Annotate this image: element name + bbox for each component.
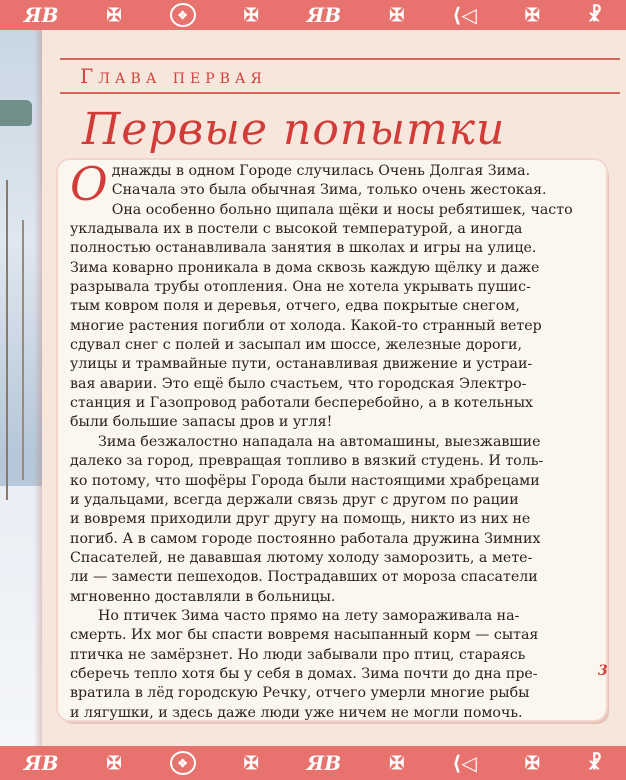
cross-icon: ✠ xyxy=(243,752,259,774)
text-line: ли — замести пешеходов. Пострадавших от мороза спасатели xyxy=(70,569,538,586)
text-line: тым ковром поля и деревья, отчего, едва покрытые снегом, xyxy=(70,298,520,315)
text-line: и лягушки, и здесь даже люди уже ничем не могли помочь. xyxy=(70,704,523,721)
chi-rho-icon: ☧ xyxy=(587,4,602,26)
cross-icon: ✠ xyxy=(106,4,122,26)
text-line: Зима безжалостно нападала на автомашины, выезжавшие xyxy=(98,433,541,450)
text-line: станция и Газопровод работали бесперебойно, а в котельных xyxy=(70,395,533,412)
monogram-ornament: ЯВ xyxy=(306,751,342,775)
text-line: улицы и трамвайные пути, останавливая движение и устраи- xyxy=(70,356,533,373)
text-line: сберечь тепло хотя бы у себя в домах. Зима почти до дна пре- xyxy=(70,665,538,682)
text-line: Спасателей, не дававшая лютому холоду заморозить, а мете- xyxy=(70,549,533,566)
monogram-ornament: ЯВ xyxy=(23,3,59,27)
ring-ornament-icon: ✥ xyxy=(170,3,196,27)
text-line: вратила в лёд городскую Речку, отчего умерли многие рыбы xyxy=(70,685,530,702)
text-line: днажды в одном Городе случилась Очень Долгая Зима. xyxy=(111,163,531,179)
text-line: Зима коварно проникала в дома сквозь каждую щёлку и даже xyxy=(70,259,540,276)
car-illustration xyxy=(0,100,32,126)
text-line: полностью останавливала занятия в школах и игры на улице. xyxy=(70,240,537,257)
text-line: и удальцами, всегда держали связь друг с другом по рации xyxy=(70,491,519,508)
text-line: ко потому, что шофёры Города были настоящими храбрецами xyxy=(70,472,540,489)
top-ornament-band xyxy=(0,0,626,30)
text-line: птичка не замёрзнет. Но люди забывали про птиц, стараясь xyxy=(70,646,526,663)
cross-icon: ✠ xyxy=(524,4,540,26)
text-line: Но птичек Зима часто прямо на лету замораживала на- xyxy=(98,607,520,624)
text-line: и вовремя приходили друг другу на помощь, никто из них не xyxy=(70,511,531,528)
chi-rho-icon: ☧ xyxy=(587,752,602,774)
drop-cap: О xyxy=(70,157,108,211)
bare-tree xyxy=(6,180,8,500)
text-line: Она особенно больно щипала щёки и носы ребятишек, часто xyxy=(111,201,573,218)
text-line: погиб. А в самом городе постоянно работала дружина Зимних xyxy=(70,530,541,547)
bare-tree xyxy=(22,220,24,480)
text-line: далеко за город, превращая топливо в вязкий студень. И толь- xyxy=(70,453,544,470)
text-line: Сначала это была обычная Зима, только очень жестокая. xyxy=(111,182,547,199)
cross-icon: ✠ xyxy=(524,752,540,774)
fish-icon: ⟨◁ xyxy=(452,3,477,27)
cross-icon: ✠ xyxy=(389,4,405,26)
fish-icon: ⟨◁ xyxy=(452,751,477,775)
cross-icon: ✠ xyxy=(389,752,405,774)
paragraph xyxy=(70,433,600,607)
paragraph xyxy=(70,607,600,723)
cross-icon: ✠ xyxy=(243,4,259,26)
text-line: вая аварии. Это ещё было счастьем, что городская Электро- xyxy=(70,375,527,392)
page-gutter-shadow xyxy=(34,30,42,746)
chapter-label: Глава первая xyxy=(80,64,267,88)
text-line: многие растения погибли от холода. Какой-то странный ветер xyxy=(70,317,542,334)
cross-icon: ✠ xyxy=(106,752,122,774)
ring-ornament-icon: ✥ xyxy=(170,751,196,775)
text-line: были большие запасы дров и угля! xyxy=(70,414,333,431)
text-line: разрывала трубы отопления. Она не хотела укрывать пушис- xyxy=(70,279,531,296)
story-text xyxy=(70,157,600,723)
text-line: укладывала их в постели с высокой температурой, а иногда xyxy=(70,221,523,238)
text-line: мгновенно доставляли в больницы. xyxy=(70,588,336,605)
winter-illustration-edge xyxy=(0,30,42,746)
page-title: Первые попытки xyxy=(82,104,506,155)
text-line: смерть. Их мог бы спасти вовремя насыпанный корм — сытая xyxy=(70,627,539,644)
monogram-ornament: ЯВ xyxy=(306,3,342,27)
page-number: 3 xyxy=(598,663,608,679)
bottom-ornament-band xyxy=(0,746,626,780)
chapter-heading-bar xyxy=(60,58,620,92)
text-line: сдувал снег с полей и засыпал им шоссе, железные дороги, xyxy=(70,337,522,354)
monogram-ornament: ЯВ xyxy=(23,751,59,775)
paragraph xyxy=(70,157,600,433)
